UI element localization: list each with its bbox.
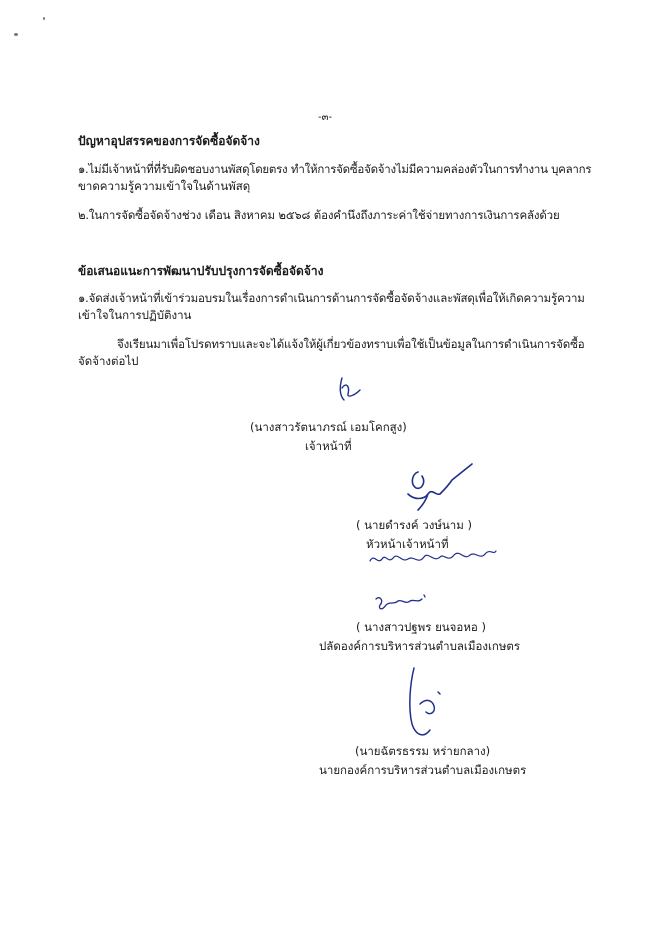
signatory-4-position: นายกองค์การบริหารส่วนตำบลเมืองเกษตร xyxy=(319,763,527,777)
signatory-1-name: (นางสาวรัตนาภรณ์ เอมโคกสูง) xyxy=(250,420,407,434)
page-number: -๓- xyxy=(318,112,333,123)
signatory-2-position: หัวหน้าเจ้าหน้าที่ xyxy=(366,537,449,551)
signatory-4-name: (นายฉัตรธรรม หร่ายกลาง) xyxy=(355,744,491,758)
signature-1 xyxy=(336,374,366,404)
signature-2 xyxy=(400,460,480,520)
suggestion-item-1-line-2: เข้าใจในการปฏิบัติงาน xyxy=(78,308,192,322)
problem-item-1-line-1: ๑.ไม่มีเจ้าหน้าที่ที่รับผิดชอบงานพัสดุโดยตรง ทำให้การจัดซื้อจัดจ้างไม่มีความคล่องตัวในการทำงาน บุคลากร xyxy=(78,162,592,176)
handwritten-note xyxy=(368,543,498,573)
signatory-3-position: ปลัดองค์การบริหารส่วนตำบลเมืองเกษตร xyxy=(319,639,521,653)
signatory-3-name: ( นางสาวปฐพร ยนจอหอ ) xyxy=(356,620,486,634)
scan-speck xyxy=(14,33,18,36)
signatory-2-name: ( นายดำรงค์ วงษ์นาม ) xyxy=(356,518,472,532)
problem-item-2: ๒.ในการจัดซื้อจัดจ้างช่วง เดือน สิงหาคม ๒๕๖๘ ต้องคำนึงถึงภาระค่าใช้จ่ายทางการเงินการคลังด้วย xyxy=(78,208,560,222)
scan-speck xyxy=(43,17,45,20)
closing-line-2: จัดจ้างต่อไป xyxy=(78,354,139,368)
signature-4 xyxy=(402,664,452,742)
closing-line-1: จึงเรียนมาเพื่อโปรดทราบและจะได้แจ้งให้ผู้เกี่ยวข้องทราบเพื่อใช้เป็นข้อมูลในการดำเนินการจัดซื้อ xyxy=(117,337,585,351)
signature-3 xyxy=(372,591,432,615)
section-heading-suggestions: ข้อเสนอแนะการพัฒนาปรับปรุงการจัดซื้อจัดจ้าง xyxy=(78,264,324,278)
suggestion-item-1-line-1: ๑.จัดส่งเจ้าหน้าที่เข้าร่วมอบรมในเรื่องการดำเนินการด้านการจัดซื้อจัดจ้างและพัสดุเพื่อให้เกิดความรู้ความ xyxy=(78,291,585,305)
section-heading-problems: ปัญหาอุปสรรคของการจัดซื้อจัดจ้าง xyxy=(78,134,260,148)
signatory-1-position: เจ้าหน้าที่ xyxy=(305,439,352,453)
problem-item-1-line-2: ขาดความรู้ความเข้าใจในด้านพัสดุ xyxy=(78,179,251,193)
